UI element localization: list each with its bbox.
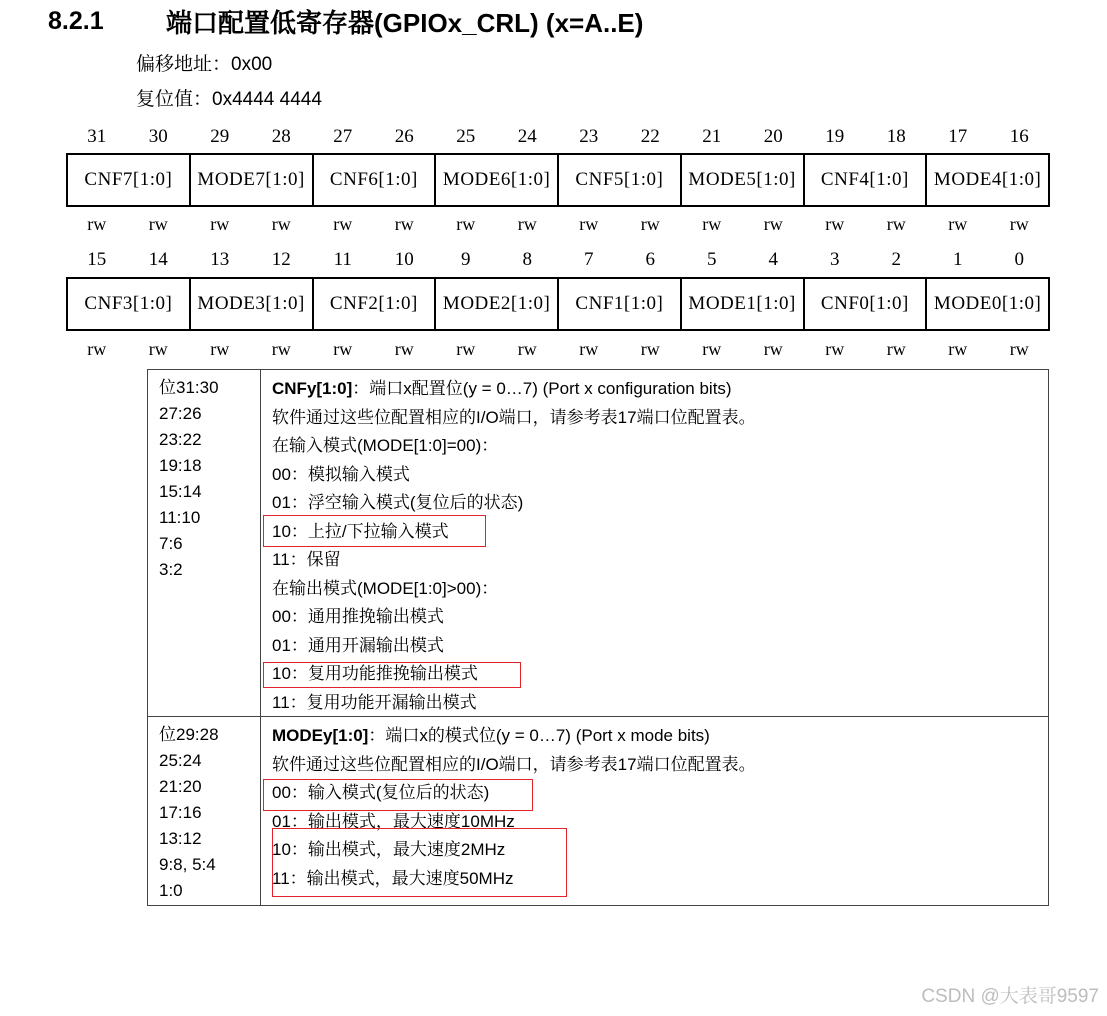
- register-field: MODE0[1:0]: [933, 293, 1042, 314]
- bit-number: 7: [584, 249, 594, 270]
- description-line: 11：输出模式，最大速度50MHz: [272, 868, 514, 888]
- high-bit-numbers: [66, 124, 1050, 150]
- bit-range: 13:12: [159, 829, 202, 848]
- bit-range: 3:2: [159, 560, 183, 579]
- bit-number: 31: [87, 126, 107, 147]
- description-line: 软件通过这些位配置相应的I/O端口，请参考表17端口位配置表。: [272, 754, 756, 774]
- low-register-fields: [66, 277, 1050, 331]
- bit-number: 17: [948, 126, 968, 147]
- bit-number: 6: [645, 249, 655, 270]
- mode-description: [261, 717, 1048, 905]
- bit-number: 24: [517, 126, 537, 147]
- reset-line: [136, 87, 322, 113]
- access-type: rw: [87, 214, 107, 234]
- offset-label: 偏移地址：: [136, 54, 232, 75]
- cnf-field-name: CNFy[1:0]: [272, 379, 353, 398]
- register-field: CNF6[1:0]: [314, 155, 437, 205]
- cnf-description-row: [148, 370, 1048, 717]
- bit-number: 21: [702, 126, 722, 147]
- register-field: MODE2[1:0]: [436, 279, 559, 329]
- bit-number: 14: [148, 249, 168, 270]
- description-line: 00：模拟输入模式: [272, 464, 410, 484]
- bit-number: 16: [1009, 126, 1029, 147]
- section-heading: [48, 4, 643, 38]
- cnf-heading-text: ：端口x配置位(y = 0…7) (Port x configuration bits): [352, 379, 732, 398]
- register-field: CNF3[1:0]: [68, 279, 191, 329]
- access-type: rw: [271, 339, 291, 359]
- access-type: rw: [702, 214, 722, 234]
- access-type: rw: [825, 339, 845, 359]
- bit-range: 17:16: [159, 803, 202, 822]
- section-title: 端口配置低寄存器(GPIOx_CRL) (x=A..E): [166, 7, 644, 38]
- bit-number: 20: [763, 126, 783, 147]
- access-type: rw: [1009, 214, 1029, 234]
- bit-number: 13: [210, 249, 230, 270]
- bit-range: 1:0: [159, 881, 183, 900]
- mode-bit-list: [148, 717, 261, 905]
- access-type: rw: [517, 339, 537, 359]
- mode-description-row: [148, 717, 1048, 905]
- description-line: 11：保留: [272, 550, 341, 569]
- bit-number: 25: [456, 126, 476, 147]
- access-type: rw: [948, 214, 968, 234]
- access-type: rw: [210, 214, 230, 234]
- bit-number: 22: [640, 126, 660, 147]
- bit-range: 15:14: [159, 482, 202, 501]
- bit-number: 26: [394, 126, 414, 147]
- bit-number: 23: [579, 126, 599, 147]
- register-field: MODE6[1:0]: [436, 155, 559, 205]
- mode-field-name: MODEy[1:0]: [272, 726, 369, 745]
- register-field: CNF4[1:0]: [805, 155, 928, 205]
- access-type: rw: [640, 214, 660, 234]
- reset-value: 0x4444 4444: [212, 89, 322, 110]
- description-line: 00：通用推挽输出模式: [272, 607, 444, 626]
- register-field: MODE1[1:0]: [682, 279, 805, 329]
- access-type: rw: [456, 214, 476, 234]
- bit-number: 30: [148, 126, 168, 147]
- bit-number: 28: [271, 126, 291, 147]
- register-field: CNF1[1:0]: [559, 279, 682, 329]
- bit-number: 27: [333, 126, 353, 147]
- section-number: 8.2.1: [48, 6, 104, 35]
- mode-heading-text: ：端口x的模式位(y = 0…7) (Port x mode bits): [368, 726, 710, 745]
- bit-number: 4: [768, 249, 778, 270]
- bit-number: 2: [891, 249, 901, 270]
- access-type: rw: [394, 214, 414, 234]
- access-type: rw: [763, 339, 783, 359]
- access-type: rw: [210, 339, 230, 359]
- bit-number: 0: [1014, 249, 1024, 270]
- description-line: 01：通用开漏输出模式: [272, 635, 444, 655]
- bit-description-table: [147, 369, 1049, 906]
- cnf-bit-list: [148, 370, 261, 716]
- high-register-fields: [66, 153, 1050, 207]
- bit-range: 19:18: [159, 456, 202, 475]
- access-type: rw: [579, 214, 599, 234]
- access-type: rw: [763, 214, 783, 234]
- bit-range: 9:8, 5:4: [159, 855, 216, 874]
- description-line: 00：输入模式(复位后的状态): [272, 783, 490, 802]
- bit-number: 10: [394, 249, 414, 270]
- bit-range: 21:20: [159, 777, 202, 796]
- bit-range: 25:24: [159, 751, 202, 770]
- access-type: rw: [640, 339, 660, 359]
- bit-number: 11: [333, 249, 352, 270]
- register-field: CNF7[1:0]: [68, 155, 191, 205]
- bit-number: 19: [825, 126, 845, 147]
- bit-range: 位31:30: [159, 378, 219, 397]
- register-field: MODE5[1:0]: [682, 155, 805, 205]
- bit-range: 23:22: [159, 430, 202, 449]
- high-access-row: [66, 211, 1050, 237]
- mode-heading: [272, 722, 1048, 751]
- access-type: rw: [886, 214, 906, 234]
- bit-number: 12: [271, 249, 291, 270]
- bit-number: 15: [87, 249, 107, 270]
- bit-number: 5: [707, 249, 717, 270]
- register-field: MODE7[1:0]: [191, 155, 314, 205]
- cnf-heading: [272, 375, 1048, 404]
- bit-range: 位29:28: [159, 725, 219, 744]
- access-type: rw: [948, 339, 968, 359]
- description-line: 01：输出模式，最大速度10MHz: [272, 811, 515, 831]
- register-field: MODE4[1:0]: [933, 169, 1042, 190]
- access-type: rw: [702, 339, 722, 359]
- offset-line: [136, 52, 272, 78]
- watermark: CSDN @大表哥9597: [921, 986, 1099, 1007]
- access-type: rw: [394, 339, 414, 359]
- description-line: 在输入模式(MODE[1:0]=00)：: [272, 436, 499, 455]
- description-line: 在输出模式(MODE[1:0]>00)：: [272, 578, 499, 598]
- register-field: CNF2[1:0]: [314, 279, 437, 329]
- access-type: rw: [333, 339, 353, 359]
- bit-number: 8: [522, 249, 532, 270]
- access-type: rw: [87, 339, 107, 359]
- low-bit-numbers: [66, 247, 1050, 273]
- access-type: rw: [333, 214, 353, 234]
- bit-number: 9: [461, 249, 471, 270]
- description-line: 10：复用功能推挽输出模式: [272, 664, 478, 683]
- bit-number: 1: [953, 249, 963, 270]
- offset-value: 0x00: [231, 54, 273, 75]
- description-line: 10：输出模式，最大速度2MHz: [272, 840, 506, 859]
- bit-number: 18: [886, 126, 906, 147]
- register-field: CNF5[1:0]: [559, 155, 682, 205]
- reset-label: 复位值：: [136, 89, 213, 110]
- access-type: rw: [1009, 339, 1029, 359]
- bit-number: 3: [830, 249, 840, 270]
- description-line: 01：浮空输入模式(复位后的状态): [272, 493, 524, 512]
- access-type: rw: [579, 339, 599, 359]
- access-type: rw: [148, 339, 168, 359]
- description-line: 软件通过这些位配置相应的I/O端口，请参考表17端口位配置表。: [272, 407, 756, 427]
- register-field: MODE3[1:0]: [191, 279, 314, 329]
- bit-range: 11:10: [159, 508, 201, 527]
- access-type: rw: [456, 339, 476, 359]
- bit-range: 7:6: [159, 534, 183, 553]
- access-type: rw: [148, 214, 168, 234]
- description-line: 11：复用功能开漏输出模式: [272, 692, 477, 712]
- bit-range: 27:26: [159, 404, 202, 423]
- access-type: rw: [517, 214, 537, 234]
- access-type: rw: [825, 214, 845, 234]
- access-type: rw: [886, 339, 906, 359]
- cnf-description: [261, 370, 1048, 716]
- low-access-row: [66, 336, 1050, 362]
- description-line: 10：上拉/下拉输入模式: [272, 521, 449, 541]
- register-field: CNF0[1:0]: [805, 279, 928, 329]
- bit-number: 29: [210, 126, 230, 147]
- access-type: rw: [271, 214, 291, 234]
